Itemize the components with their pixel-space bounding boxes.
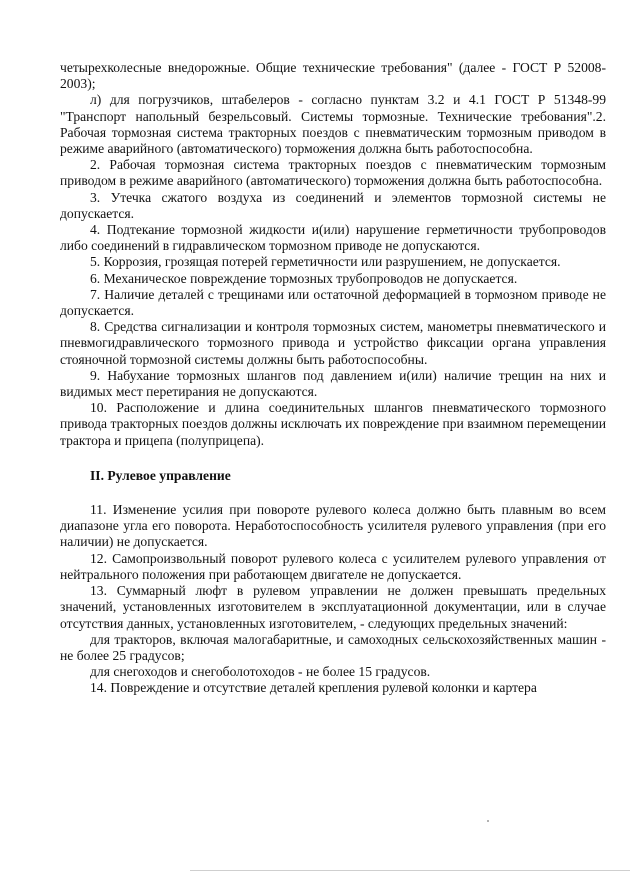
section-heading-steering: II. Рулевое управление [90,467,231,483]
paragraph-tractors-limit: для тракторов, включая малогабаритные, и самоходных сельскохозяйственных машин - не более 25 градусов; [60,631,606,663]
paragraph-item-9: 9. Набухание тормозных шлангов под давлением и(или) наличие трещин на них и видимых мест перетирания не допускаются. [60,367,606,400]
scan-speck [487,820,489,822]
paragraph-l-loaders: л) для погрузчиков, штабелеров - согласно пунктам 3.2 и 4.1 ГОСТ Р 51348-99 "Транспорт напольный безрельсовый. Системы тормозные. Технические требования".2. Рабочая тормозная система тракторных поездов с пневматическим тормозным приводом в режиме аварийного (автоматического) торможения должна быть работоспособна. [60,92,606,157]
paragraph-item-4: 4. Подтекание тормозной жидкости и(или) нарушение герметичности трубопроводов либо соединений в гидравлическом тормозном приводе не допускаются. [60,222,606,254]
paragraph-item-2: 2. Рабочая тормозная система тракторных поездов с пневматическим тормозным приводом в режиме аварийного (автоматического) торможения должна быть работоспособна. [60,157,606,189]
paragraph-item-12: 12. Самопроизвольный поворот рулевого колеса с усилителем рулевого управления от нейтрального положения при работающем двигателе не допускается. [60,550,606,582]
paragraph-item-8: 8. Средства сигнализации и контроля тормозных систем, манометры пневматического и пневмогидравлического тормозного привода и устройство фиксации органа управления стояночной тормозной системы должны быть работоспособны. [60,319,606,367]
paragraph-item-5: 5. Коррозия, грозящая потерей герметичности или разрушением, не допускается. [90,254,561,270]
scan-edge-line [190,870,630,871]
paragraph-snowmobiles-limit: для снегоходов и снегоболотоходов - не более 15 градусов. [90,664,431,680]
paragraph-item-6: 6. Механическое повреждение тормозных трубопроводов не допускается. [90,270,518,286]
paragraph-item-3: 3. Утечка сжатого воздуха из соединений и элементов тормозной системы не допускается. [60,189,606,221]
paragraph-gost-52008-tail: четырехколесные внедорожные. Общие технические требования" (далее - ГОСТ Р 52008-2003); [60,60,606,92]
paragraph-item-10: 10. Расположение и длина соединительных шлангов пневматического тормозного привода тракторных поездов должны исключать их повреждение при взаимном перемещении трактора и прицепа (полуприцепа). [60,400,606,448]
paragraph-item-7: 7. Наличие деталей с трещинами или остаточной деформацией в тормозном приводе не допускается. [60,286,606,319]
paragraphs-bottom [60,502,606,696]
paragraph-item-11: 11. Изменение усилия при повороте рулевого колеса должно быть плавным во всем диапазоне угла его поворота. Неработоспособность усилителя рулевого управления (при его наличии) не допускается. [60,502,606,550]
paragraph-item-14: 14. Повреждение и отсутствие деталей крепления рулевой колонки и картера [90,680,537,696]
paragraphs-top [60,60,606,449]
paragraph-item-13: 13. Суммарный люфт в рулевом управлении не должен превышать предельных значений, установленных изготовителем в эксплуатационной документации, или в случае отсутствия данных, установленных изготовителем, - следующих предельных значений: [60,583,606,631]
